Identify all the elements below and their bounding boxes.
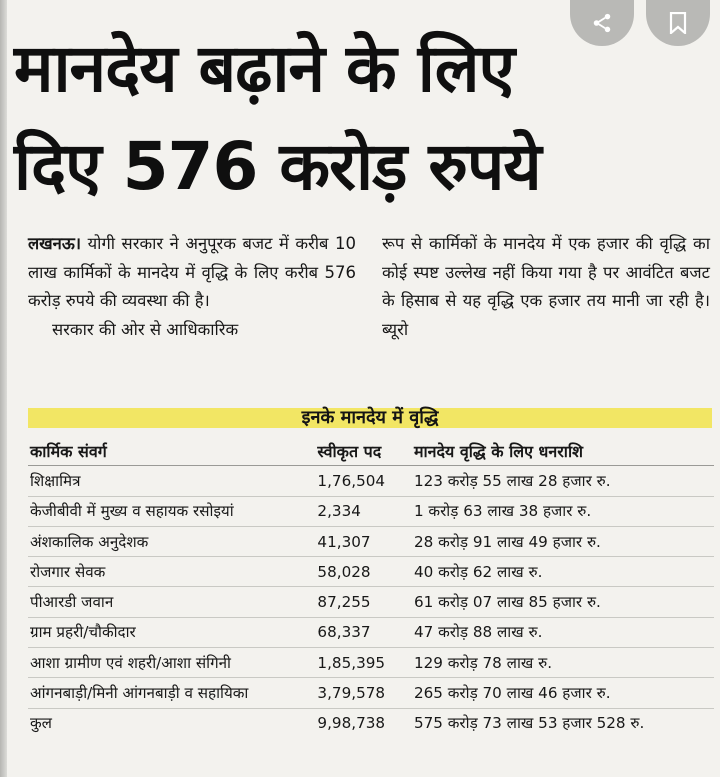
page-edge: [0, 0, 7, 777]
table-total-row: [28, 708, 714, 738]
header-cadre: कार्मिक संवर्ग: [28, 436, 313, 466]
dateline: लखनऊ।: [28, 234, 82, 253]
total-posts: 9,98,738: [317, 714, 386, 733]
article-paragraph-1-text: योगी सरकार ने अनुपूरक बजट में करीब 10 लाख कार्मिकों के मानदेय में वृद्धि के लिए करीब 576 करोड़ रुपये की व्यवस्था की है।: [28, 234, 357, 310]
article-paragraph-3: रूप से कार्मिकों के मानदेय में एक हजार की वृद्धि का कोई स्पष्ट उल्लेख नहीं किया गया है पर आवंटित बजट के हिसाब से यह वृद्धि एक हजार तय मानी जा रही है। ब्यूरो: [382, 234, 710, 339]
cell-cadre: अंशकालिक अनुदेशक: [28, 526, 313, 556]
cell-amount: 123 करोड़ 55 लाख 28 हजार रु.: [408, 466, 714, 496]
table-header-row: [28, 436, 714, 466]
cell-cadre: आशा ग्रामीण एवं शहरी/आशा संगिनी: [28, 648, 313, 678]
cell-posts: 68,337: [313, 617, 408, 647]
cell-amount: 47 करोड़ 88 लाख रु.: [408, 617, 714, 647]
cell-posts: 1,76,504: [313, 466, 408, 496]
table-title: इनके मानदेय में वृद्धि: [301, 407, 439, 428]
cell-cadre: रोजगार सेवक: [28, 557, 313, 587]
table-heading: [28, 404, 712, 430]
table-row: [28, 617, 714, 647]
headline-line-1: मानदेय बढ़ाने के लिए: [14, 30, 515, 107]
cell-posts: 3,79,578: [313, 678, 408, 708]
cell-amount: 28 करोड़ 91 लाख 49 हजार रु.: [408, 526, 714, 556]
article-paragraph-2: सरकार की ओर से आधिकारिक: [52, 319, 239, 339]
headline-line-2: दिए 576 करोड़ रुपये: [14, 128, 541, 205]
cell-amount: 61 करोड़ 07 लाख 85 हजार रु.: [408, 587, 714, 617]
cell-cadre: ग्राम प्रहरी/चौकीदार: [28, 617, 313, 647]
headline: [14, 20, 694, 216]
table-row: [28, 557, 714, 587]
cell-posts: 58,028: [313, 557, 408, 587]
cell-amount: 1 करोड़ 63 लाख 38 हजार रु.: [408, 496, 714, 526]
cell-cadre: पीआरडी जवान: [28, 587, 313, 617]
allowance-table: [28, 436, 714, 738]
total-label: कुल: [30, 714, 52, 733]
table-row: [28, 466, 714, 496]
table-row: [28, 648, 714, 678]
article-column-right: [382, 230, 710, 344]
cell-amount: 265 करोड़ 70 लाख 46 हजार रु.: [408, 678, 714, 708]
cell-posts: 87,255: [313, 587, 408, 617]
header-sanctioned-posts: स्वीकृत पद: [313, 436, 408, 466]
cell-amount: 129 करोड़ 78 लाख रु.: [408, 648, 714, 678]
header-amount: मानदेय वृद्धि के लिए धनराशि: [408, 436, 714, 466]
total-amount: 575 करोड़ 73 लाख 53 हजार 528 रु.: [413, 714, 645, 733]
cell-posts: 41,307: [313, 526, 408, 556]
article-paragraph-1: [28, 230, 356, 316]
cell-cadre: केजीबीवी में मुख्य व सहायक रसोइयां: [28, 496, 313, 526]
cell-cadre: आंगनबाड़ी/मिनी आंगनबाड़ी व सहायिका: [28, 678, 313, 708]
cell-amount: 40 करोड़ 62 लाख रु.: [408, 557, 714, 587]
cell-posts: 2,334: [313, 496, 408, 526]
table-row: [28, 496, 714, 526]
table-row: [28, 678, 714, 708]
cell-posts: 1,85,395: [313, 648, 408, 678]
table-row: [28, 526, 714, 556]
table-row: [28, 587, 714, 617]
article-column-left: [28, 230, 356, 344]
cell-cadre: शिक्षामित्र: [28, 466, 313, 496]
